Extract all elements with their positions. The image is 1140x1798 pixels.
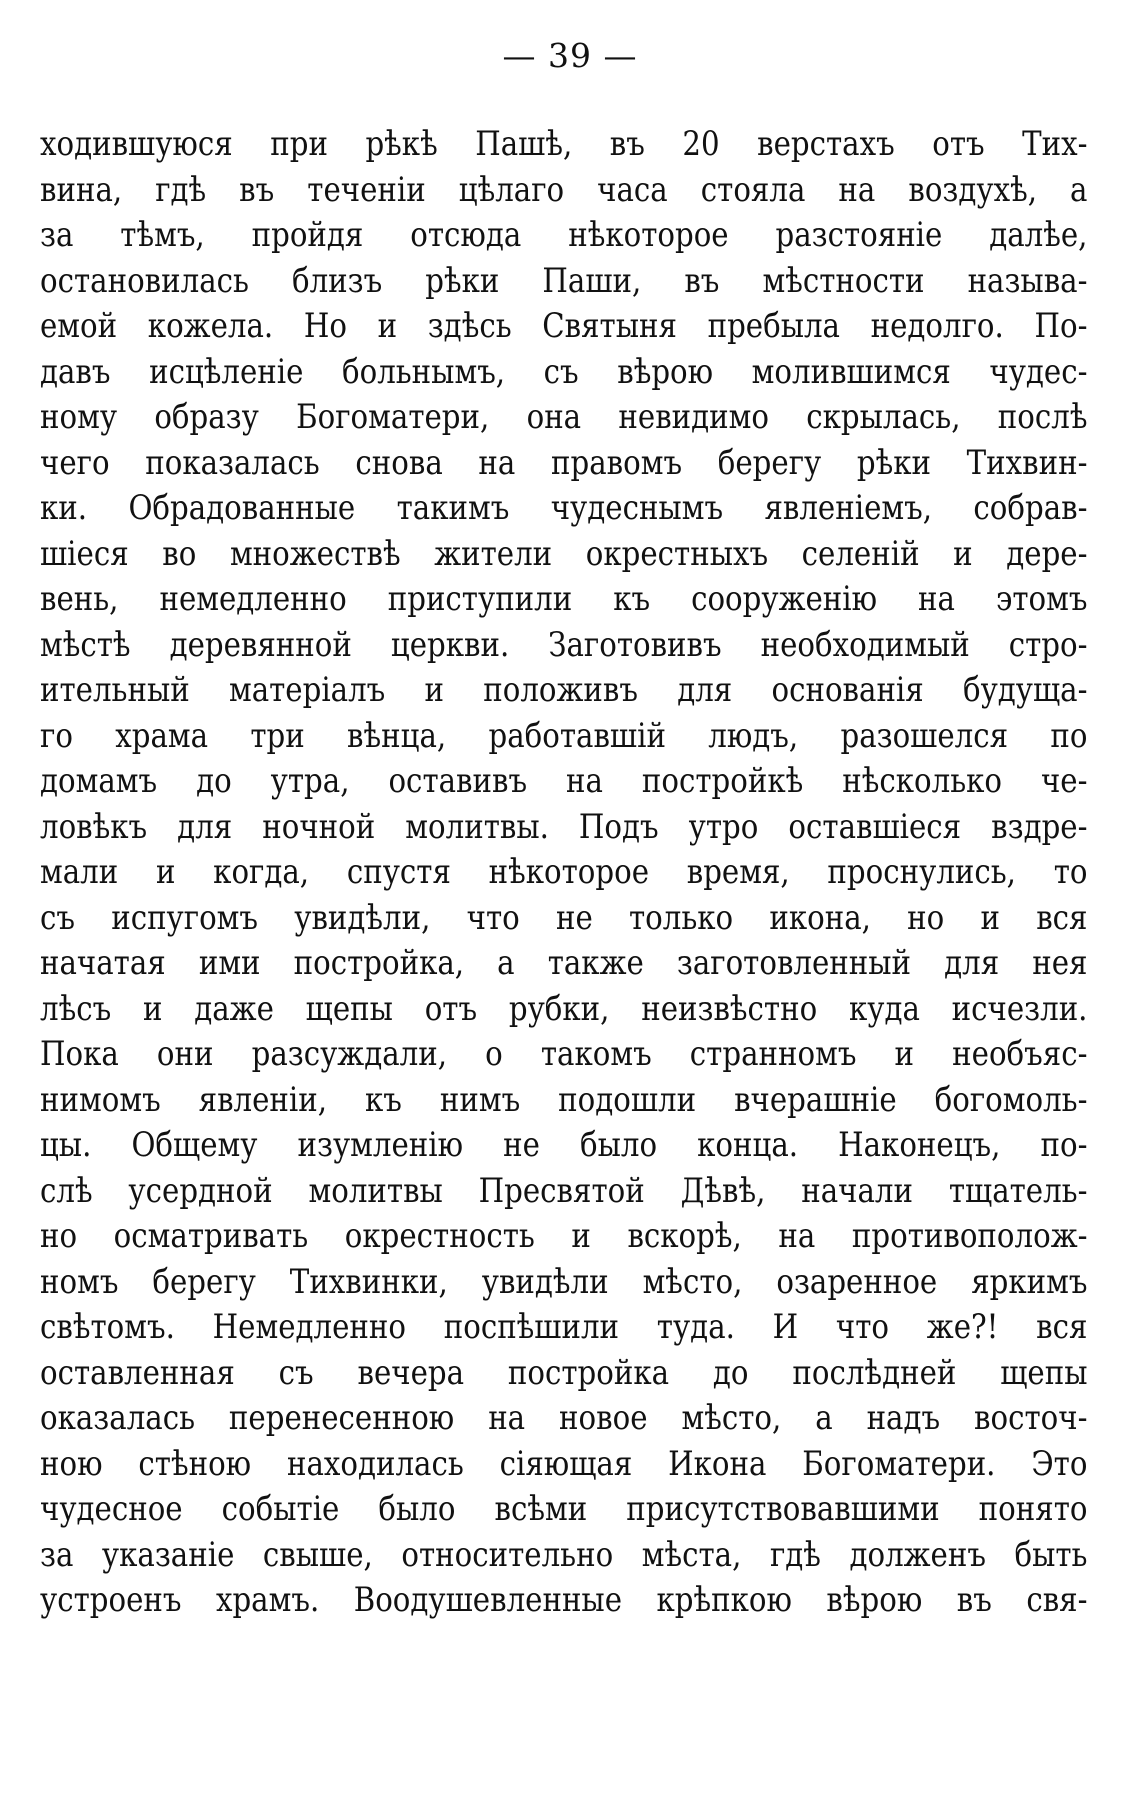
text-line: начатая ими постройка, а также заготовленный для нея	[40, 943, 1088, 983]
text-line: нимомъ явленіи, къ нимъ подошли вчерашніе богомоль-	[40, 1079, 1088, 1120]
text-line: цы. Общему изумленію не было конца. Наконецъ, по-	[40, 1125, 1088, 1165]
page-number: — 39 —	[502, 36, 638, 75]
text-line: ки. Обрадованные такимъ чудеснымъ явленіемъ, собрав-	[40, 488, 1088, 528]
text-line: за указаніе свыше, относительно мѣста, гдѣ долженъ быть	[40, 1534, 1088, 1575]
text-line: за тѣмъ, пройдя отсюда нѣкоторое разстояніе далѣе,	[40, 215, 1088, 255]
text-line: номъ берегу Тихвинки, увидѣли мѣсто, озаренное яркимъ	[40, 1261, 1088, 1302]
text-line: оставленная съ вечера постройка до послѣдней щепы	[40, 1352, 1088, 1393]
text-line: ному образу Богоматери, она невидимо скрылась, послѣ	[40, 397, 1088, 437]
text-line: ловѣкъ для ночной молитвы. Подъ утро оставшіеся вздре-	[40, 806, 1088, 847]
text-line: но осматривать окрестность и вскорѣ, на противополож-	[40, 1216, 1088, 1256]
text-line: емой кожела. Но и здѣсь Святыня пребыла недолго. По-	[40, 306, 1088, 346]
text-line: свѣтомъ. Немедленно поспѣшили туда. И что же?! вся	[40, 1307, 1088, 1347]
text-line: чего показалась снова на правомъ берегу рѣки Тихвин-	[40, 442, 1088, 483]
text-line: шіеся во множествѣ жители окрестныхъ селеній и дере-	[40, 533, 1088, 574]
text-line: остановилась близъ рѣки Паши, въ мѣстности называ-	[40, 260, 1088, 301]
text-line: устроенъ храмъ. Воодушевленные крѣпкою вѣрою въ свя-	[40, 1580, 1088, 1620]
text-line: го храма три вѣнца, работавшій людъ, разошелся по	[40, 715, 1088, 756]
text-line: слѣ усердной молитвы Пресвятой Дѣвѣ, начали тщатель-	[40, 1170, 1088, 1211]
text-line: мали и когда, спустя нѣкоторое время, проснулись, то	[40, 852, 1088, 892]
text-line: лѣсъ и даже щепы отъ рубки, неизвѣстно куда исчезли.	[40, 988, 1088, 1029]
text-line: вина, гдѣ въ теченіи цѣлаго часа стояла на воздухѣ, а	[40, 169, 1088, 210]
text-line: ною стѣною находилась сіяющая Икона Богоматери. Это	[40, 1443, 1088, 1484]
text-line: домамъ до утра, оставивъ на постройкѣ нѣсколько че-	[40, 761, 1088, 801]
text-line: чудесное событіе было всѣми присутствовавшими понято	[40, 1489, 1088, 1529]
text-line: мѣстѣ деревянной церкви. Заготовивъ необходимый стро-	[40, 624, 1088, 665]
text-line: вень, немедленно приступили къ сооруженію на этомъ	[40, 579, 1088, 619]
text-line: Пока они разсуждали, о такомъ странномъ и необъяс-	[40, 1034, 1088, 1074]
text-line: давъ исцѣленіе больнымъ, съ вѣрою молившимся чудес-	[40, 351, 1088, 392]
text-line: ходившуюся при рѣкѣ Пашѣ, въ 20 верстахъ отъ Тих-	[40, 124, 1088, 164]
body-text	[40, 122, 1088, 1624]
text-line: оказалась перенесенною на новое мѣсто, а надъ восточ-	[40, 1398, 1088, 1438]
text-line: съ испугомъ увидѣли, что не только икона, но и вся	[40, 897, 1088, 938]
text-line: ительный матеріалъ и положивъ для основанія будуща-	[40, 670, 1088, 710]
